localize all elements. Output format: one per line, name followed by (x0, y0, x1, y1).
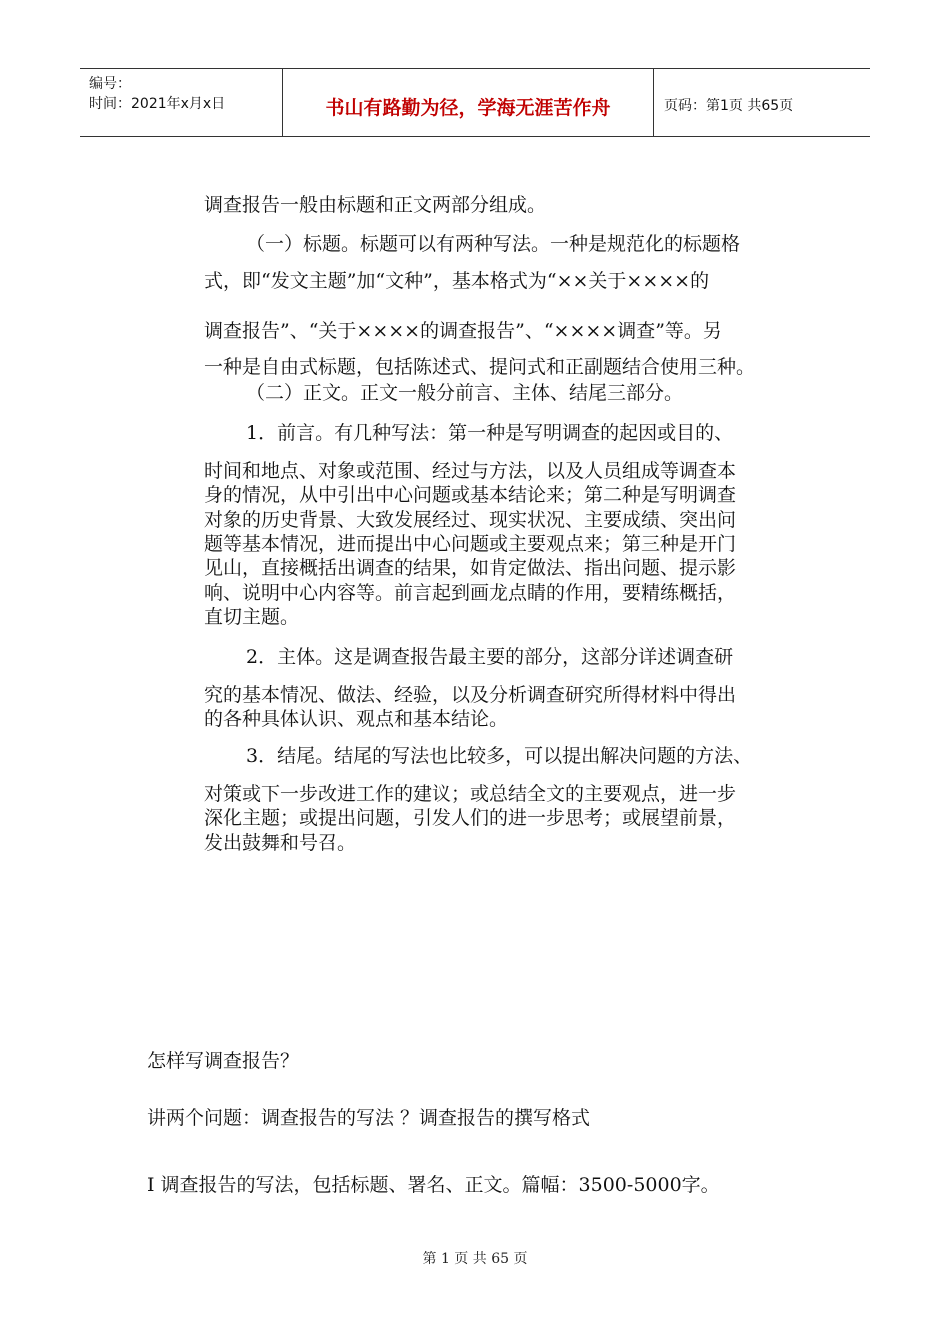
section-question: 怎样写调查报告？ (147, 1050, 300, 1072)
body-line: 调查报告一般由标题和正文两部分组成。 (204, 194, 547, 216)
section-item-one: Ⅰ 调查报告的写法，包括标题、署名、正文。篇幅：3500-5000字。 (147, 1174, 720, 1196)
body-line: 直切主题。 (204, 606, 300, 628)
body-line: （一）标题。标题可以有两种写法。一种是规范化的标题格 (246, 233, 741, 255)
header-motto: 书山有路勤为径，学海无涯苦作舟 (325, 97, 611, 119)
body-line: 发出鼓舞和号召。 (204, 832, 357, 854)
body-line: 响、说明中心内容等。前言起到画龙点睛的作用，要精练概括， (204, 582, 737, 604)
body-line: 对策或下一步改进工作的建议；或总结全文的主要观点，进一步 (204, 783, 737, 805)
body-line: 的各种具体认识、观点和基本结论。 (204, 708, 509, 730)
header-meta-cell (80, 69, 283, 136)
body-line: 究的基本情况、做法、经验，以及分析调查研究所得材料中得出 (204, 684, 737, 706)
body-line: 题等基本情况，进而提出中心问题或主要观点来；第三种是开门 (204, 533, 737, 555)
body-line: 时间和地点、对象或范围、经过与方法，以及人员组成等调查本 (204, 460, 737, 482)
document-date-label: 时间：2021年x月x日 (89, 96, 226, 112)
body-line: 3．结尾。结尾的写法也比较多，可以提出解决问题的方法、 (246, 745, 753, 767)
body-line: （二）正文。正文一般分前言、主体、结尾三部分。 (246, 382, 684, 404)
body-line: 一种是自由式标题，包括陈述式、提问式和正副题结合使用三种。 (204, 356, 756, 378)
page-footer: 第 1 页 共 65 页 (422, 1251, 528, 1267)
body-line: 2．主体。这是调查报告最主要的部分，这部分详述调查研 (246, 646, 734, 668)
section-intro: 讲两个问题：调查报告的写法 ？调查报告的撰写格式 (147, 1107, 591, 1129)
body-line: 对象的历史背景、大致发展经过、现实状况、主要成绩、突出问 (204, 509, 737, 531)
page-header (80, 68, 870, 137)
document-number-label: 编号： (89, 76, 131, 92)
header-page-number: 页码：第1页 共65页 (664, 98, 794, 114)
header-page-cell (654, 69, 870, 136)
body-line: 深化主题；或提出问题，引发人们的进一步思考；或展望前景， (204, 807, 737, 829)
body-line: 见山，直接概括出调查的结果，如肯定做法、指出问题、提示影 (204, 557, 737, 579)
body-line: 身的情况，从中引出中心问题或基本结论来；第二种是写明调查 (204, 484, 737, 506)
body-line: 式，即“发文主题”加“文种”，基本格式为“××关于××××的 (204, 270, 710, 292)
header-motto-cell (283, 69, 654, 136)
body-line: 调查报告”、“关于××××的调查报告”、“××××调查”等。另 (204, 320, 722, 342)
body-line: 1．前言。有几种写法：第一种是写明调查的起因或目的、 (246, 422, 734, 444)
